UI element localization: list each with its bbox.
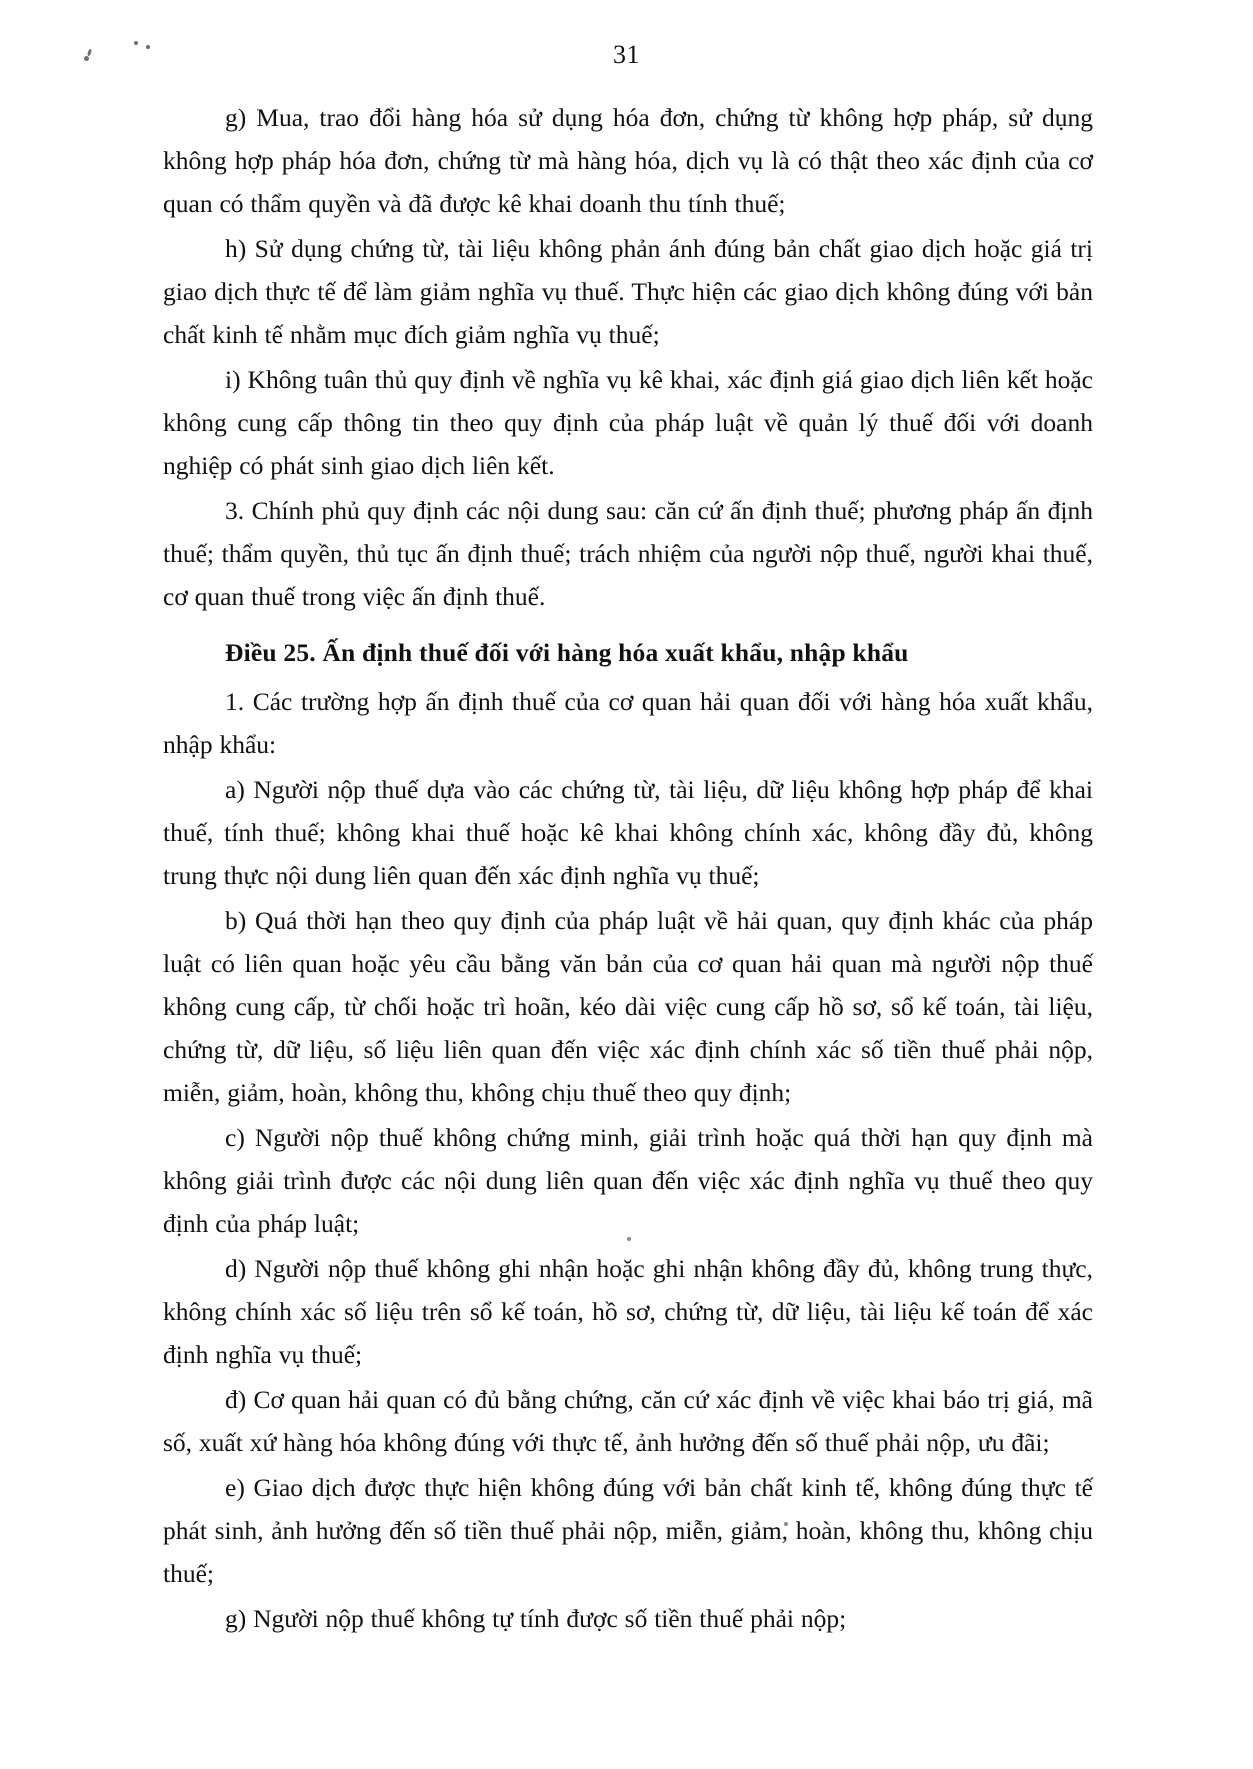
paragraph-1-cac-truong-hop: 1. Các trường hợp ấn định thuế của cơ quan hải quan đối với hàng hóa xuất khẩu, nhập khẩu: (163, 687, 1093, 759)
paragraph-g-mua-trao-doi: g) Mua, trao đổi hàng hóa sử dụng hóa đơn, chứng từ không hợp pháp, sử dụng không hợp pháp hóa đơn, chứng từ mà hàng hóa, dịch vụ là có thật theo xác định của cơ quan có thẩm quyền và đã được kê khai doanh thu tính thuế; (163, 103, 1093, 218)
heading-dieu-25: Điều 25. Ấn định thuế đối với hàng hóa xuất khẩu, nhập khẩu (225, 638, 909, 667)
page-number: 31 (613, 40, 640, 69)
paragraph-a-nguoi-nop-thue: a) Người nộp thuế dựa vào các chứng từ, tài liệu, dữ liệu không hợp pháp để khai thuế, tính thuế; không khai thuế hoặc kê khai không chính xác, không đầy đủ, không trung thực nội dung liên quan đến xác định nghĩa vụ thuế; (163, 775, 1093, 890)
paragraph-i-khong-tuan-thu: i) Không tuân thủ quy định về nghĩa vụ kê khai, xác định giá giao dịch liên kết hoặc không cung cấp thông tin theo quy định của pháp luật về quản lý thuế đối với doanh nghiệp có phát sinh giao dịch liên kết. (163, 365, 1093, 480)
paragraph-g-khong-tu-tinh: g) Người nộp thuế không tự tính được số tiền thuế phải nộp; (225, 1604, 847, 1633)
paragraph-d-khong-ghi-nhan: d) Người nộp thuế không ghi nhận hoặc ghi nhận không đầy đủ, không trung thực, không chính xác số liệu trên sổ kế toán, hồ sơ, chứng từ, dữ liệu, tài liệu kế toán để xác định nghĩa vụ thuế; (163, 1254, 1093, 1369)
paragraph-h-su-dung-chung-tu: h) Sử dụng chứng từ, tài liệu không phản ánh đúng bản chất giao dịch hoặc giá trị giao dịch thực tế để làm giảm nghĩa vụ thuế. Thực hiện các giao dịch không đúng với bản chất kinh tế nhằm mục đích giảm nghĩa vụ thuế; (163, 234, 1093, 349)
paragraph-e-giao-dich: e) Giao dịch được thực hiện không đúng với bản chất kinh tế, không đúng thực tế phát sinh, ảnh hưởng đến số tiền thuế phải nộp, miễn, giảm, hoàn, không thu, không chịu thuế; (163, 1473, 1093, 1588)
document-body (163, 96, 1093, 1642)
paragraph-b-qua-thoi-han: b) Quá thời hạn theo quy định của pháp luật về hải quan, quy định khác của pháp luật có liên quan hoặc yêu cầu bằng văn bản của cơ quan hải quan mà người nộp thuế không cung cấp, từ chối hoặc trì hoãn, kéo dài việc cung cấp hồ sơ, sổ kế toán, tài liệu, chứng từ, dữ liệu, số liệu liên quan đến việc xác định chính xác số tiền thuế phải nộp, miễn, giảm, hoàn, không thu, không chịu thuế theo quy định; (163, 906, 1093, 1107)
paragraph-c-khong-chung-minh: c) Người nộp thuế không chứng minh, giải trình hoặc quá thời hạn quy định mà không giải trình được các nội dung liên quan đến việc xác định nghĩa vụ thuế theo quy định của pháp luật; (163, 1123, 1093, 1238)
paragraph-dd-co-quan-hai-quan: đ) Cơ quan hải quan có đủ bằng chứng, căn cứ xác định về việc khai báo trị giá, mã số, xuất xứ hàng hóa không đúng với thực tế, ảnh hưởng đến số thuế phải nộp, ưu đãi; (163, 1385, 1093, 1457)
paragraph-3-chinh-phu-quy-dinh: 3. Chính phủ quy định các nội dung sau: căn cứ ấn định thuế; phương pháp ấn định thuế; thẩm quyền, thủ tục ấn định thuế; trách nhiệm của người nộp thuế, người khai thuế, cơ quan thuế trong việc ấn định thuế. (163, 496, 1093, 611)
